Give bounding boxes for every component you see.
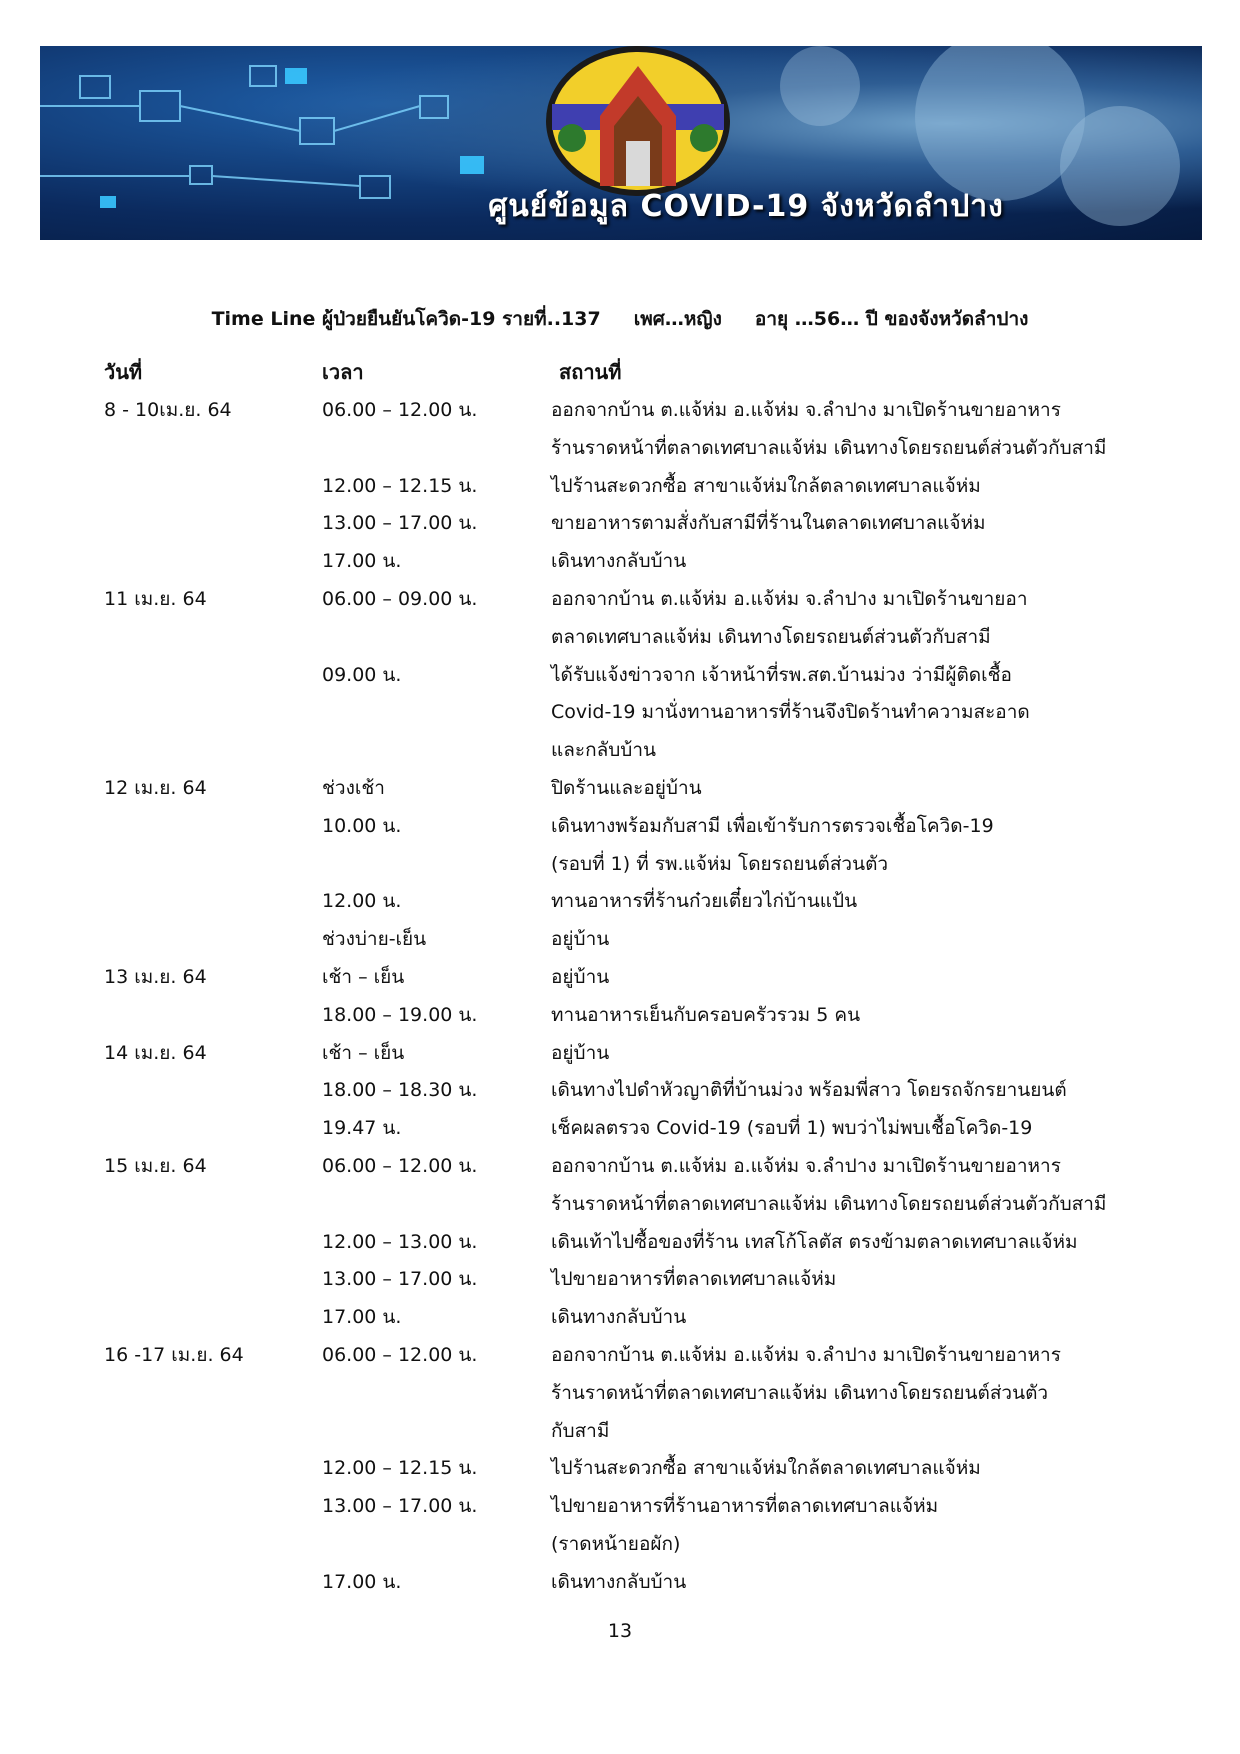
row-place (551, 1261, 1211, 1299)
row-time: 19.47 น. (322, 1117, 402, 1140)
row-place (551, 808, 1211, 884)
header-place: สถานที่ (559, 360, 622, 384)
row-time: 17.00 น. (322, 550, 402, 573)
place-line: เดินทางไปดำหัวญาติที่บ้านม่วง พร้อมพี่สาว โดยรถจักรยานยนต์ (551, 1079, 1067, 1102)
row-place (551, 1564, 1211, 1602)
timeline-row (0, 883, 1240, 921)
row-date: 15 เม.ย. 64 (104, 1154, 207, 1177)
row-date: 8 - 10เม.ย. 64 (104, 399, 232, 421)
place-line: อยู่บ้าน (551, 1041, 610, 1064)
timeline-row (0, 1488, 1240, 1564)
row-place (551, 997, 1211, 1035)
place-line: เดินทางกลับบ้าน (551, 1306, 687, 1329)
row-date: 11 เม.ย. 64 (104, 587, 207, 610)
row-time: 06.00 – 12.00 น. (322, 1154, 478, 1177)
place-line: อยู่บ้าน (551, 965, 610, 988)
row-date: 14 เม.ย. 64 (104, 1041, 207, 1064)
place-line: และกลับบ้าน (551, 739, 657, 762)
timeline-row (0, 921, 1240, 959)
place-line: ไปขายอาหารที่ตลาดเทศบาลแจ้ห่ม (551, 1268, 837, 1291)
lampang-seal-icon (546, 46, 730, 196)
row-place (551, 770, 1211, 808)
row-time: 12.00 – 13.00 น. (322, 1230, 478, 1253)
timeline-row (0, 1261, 1240, 1299)
place-line: (รอบที่ 1) ที่ รพ.แจ้ห่ม โดยรถยนต์ส่วนตัว (551, 852, 889, 875)
place-line: ออกจากบ้าน ต.แจ้ห่ม อ.แจ้ห่ม จ.ลำปาง มาเปิดร้านขายอาหาร (551, 1343, 1061, 1366)
row-place (551, 657, 1211, 770)
row-place (551, 1337, 1211, 1450)
timeline-row (0, 1224, 1240, 1262)
row-place (551, 883, 1211, 921)
timeline-row (0, 1564, 1240, 1602)
row-place (551, 392, 1211, 468)
row-time: 06.00 – 12.00 น. (322, 399, 478, 421)
timeline-row (0, 1072, 1240, 1110)
place-line: (ราดหน้ายอผัก) (551, 1532, 681, 1555)
place-line: ออกจากบ้าน ต.แจ้ห่ม อ.แจ้ห่ม จ.ลำปาง มาเปิดร้านขายอาหาร (551, 1154, 1061, 1177)
row-time: 18.00 – 18.30 น. (322, 1079, 478, 1102)
row-time: 17.00 น. (322, 1570, 402, 1593)
timeline-row (0, 959, 1240, 997)
page-number: 13 (607, 1620, 633, 1642)
timeline-row (0, 1035, 1240, 1073)
place-line: ปิดร้านและอยู่บ้าน (551, 776, 702, 799)
timeline-row (0, 1337, 1240, 1450)
row-place (551, 468, 1211, 506)
row-time: 12.00 น. (322, 890, 402, 913)
place-line: อยู่บ้าน (551, 928, 610, 951)
header-time: เวลา (322, 360, 364, 384)
timeline-row (0, 997, 1240, 1035)
row-date: 16 -17 เม.ย. 64 (104, 1343, 244, 1366)
place-line: กับสามี (551, 1419, 610, 1442)
place-line: เช็คผลตรวจ Covid-19 (รอบที่ 1) พบว่าไม่พบเชื้อโควิด-19 (551, 1117, 1033, 1140)
row-time: 09.00 น. (322, 663, 402, 686)
place-line: เดินทางกลับบ้าน (551, 1570, 687, 1593)
place-line: ได้รับแจ้งข่าวจาก เจ้าหน้าที่รพ.สต.บ้านม่วง ว่ามีผู้ติดเชื้อ (551, 663, 1012, 686)
row-place (551, 1299, 1211, 1337)
place-line: Covid-19 มานั่งทานอาหารที่ร้านจึงปิดร้านทำความสะอาด (551, 701, 1030, 724)
timeline-row (0, 808, 1240, 884)
row-time: 06.00 – 09.00 น. (322, 587, 478, 610)
timeline-row (0, 657, 1240, 770)
place-line: ร้านราดหน้าที่ตลาดเทศบาลแจ้ห่ม เดินทางโดยรถยนต์ส่วนตัวกับสามี (551, 1192, 1107, 1215)
row-time: เช้า – เย็น (322, 965, 405, 988)
row-place (551, 1450, 1211, 1488)
place-line: ทานอาหารเย็นกับครอบครัวรวม 5 คน (551, 1003, 861, 1026)
timeline-row (0, 1110, 1240, 1148)
place-line: ไปร้านสะดวกซื้อ สาขาแจ้ห่มใกล้ตลาดเทศบาลแจ้ห่ม (551, 1457, 981, 1480)
row-place (551, 1072, 1211, 1110)
row-time: 18.00 – 19.00 น. (322, 1003, 478, 1026)
row-time: ช่วงเช้า (322, 776, 385, 799)
row-place (551, 1110, 1211, 1148)
timeline-row (0, 1450, 1240, 1488)
row-time: 13.00 – 17.00 น. (322, 512, 478, 535)
row-place (551, 1488, 1211, 1564)
row-place (551, 1148, 1211, 1224)
row-place (551, 581, 1211, 657)
row-time: เช้า – เย็น (322, 1041, 405, 1064)
place-line: เดินทางพร้อมกับสามี เพื่อเข้ารับการตรวจเชื้อโควิด-19 (551, 814, 994, 837)
timeline-row (0, 1299, 1240, 1337)
place-line: ร้านราดหน้าที่ตลาดเทศบาลแจ้ห่ม เดินทางโดยรถยนต์ส่วนตัว (551, 1381, 1049, 1404)
row-time: 06.00 – 12.00 น. (322, 1343, 478, 1366)
place-line: ไปร้านสะดวกซื้อ สาขาแจ้ห่มใกล้ตลาดเทศบาลแจ้ห่ม (551, 474, 981, 497)
place-line: ขายอาหารตามสั่งกับสามีที่ร้านในตลาดเทศบาลแจ้ห่ม (551, 512, 986, 535)
place-line: ออกจากบ้าน ต.แจ้ห่ม อ.แจ้ห่ม จ.ลำปาง มาเปิดร้านขายอา (551, 587, 1028, 610)
place-line: ร้านราดหน้าที่ตลาดเทศบาลแจ้ห่ม เดินทางโดยรถยนต์ส่วนตัวกับสามี (551, 436, 1107, 459)
row-time: 12.00 – 12.15 น. (322, 474, 478, 497)
timeline-row (0, 505, 1240, 543)
row-date: 13 เม.ย. 64 (104, 965, 207, 988)
timeline-row (0, 468, 1240, 506)
place-line: ไปขายอาหารที่ร้านอาหารที่ตลาดเทศบาลแจ้ห่ม (551, 1495, 939, 1518)
place-line: เดินเท้าไปซื้อของที่ร้าน เทสโก้โลตัส ตรงข้ามตลาดเทศบาลแจ้ห่ม (551, 1230, 1078, 1253)
row-time: 10.00 น. (322, 814, 402, 837)
row-place (551, 505, 1211, 543)
timeline-row (0, 1148, 1240, 1224)
row-time: ช่วงบ่าย-เย็น (322, 928, 427, 951)
place-line: ออกจากบ้าน ต.แจ้ห่ม อ.แจ้ห่ม จ.ลำปาง มาเปิดร้านขายอาหาร (551, 399, 1061, 421)
row-time: 12.00 – 12.15 น. (322, 1457, 478, 1480)
timeline-table (0, 392, 1240, 1602)
header-banner (40, 46, 1202, 240)
row-time: 13.00 – 17.00 น. (322, 1268, 478, 1291)
row-place (551, 921, 1211, 959)
header-date: วันที่ (104, 360, 143, 384)
place-line: เดินทางกลับบ้าน (551, 550, 687, 573)
place-line: ตลาดเทศบาลแจ้ห่ม เดินทางโดยรถยนต์ส่วนตัวกับสามี (551, 625, 991, 648)
timeline-row (0, 543, 1240, 581)
timeline-row (0, 581, 1240, 657)
banner-title: ศูนย์ข้อมูล COVID-19 จังหวัดลำปาง (488, 189, 1004, 224)
place-line: ทานอาหารที่ร้านก๋วยเตี๋ยวไก่บ้านแป้น (551, 890, 858, 913)
row-time: 17.00 น. (322, 1306, 402, 1329)
timeline-row (0, 770, 1240, 808)
row-place (551, 1224, 1211, 1262)
row-place (551, 543, 1211, 581)
timeline-row (0, 392, 1240, 468)
document-title: Time Line ผู้ป่วยยืนยันโควิด-19 รายที่..137 เพศ…หญิง อายุ …56… ปี ของจังหวัดลำปาง (211, 308, 1029, 330)
row-date: 12 เม.ย. 64 (104, 776, 207, 799)
row-place (551, 1035, 1211, 1073)
row-place (551, 959, 1211, 997)
row-time: 13.00 – 17.00 น. (322, 1495, 478, 1518)
